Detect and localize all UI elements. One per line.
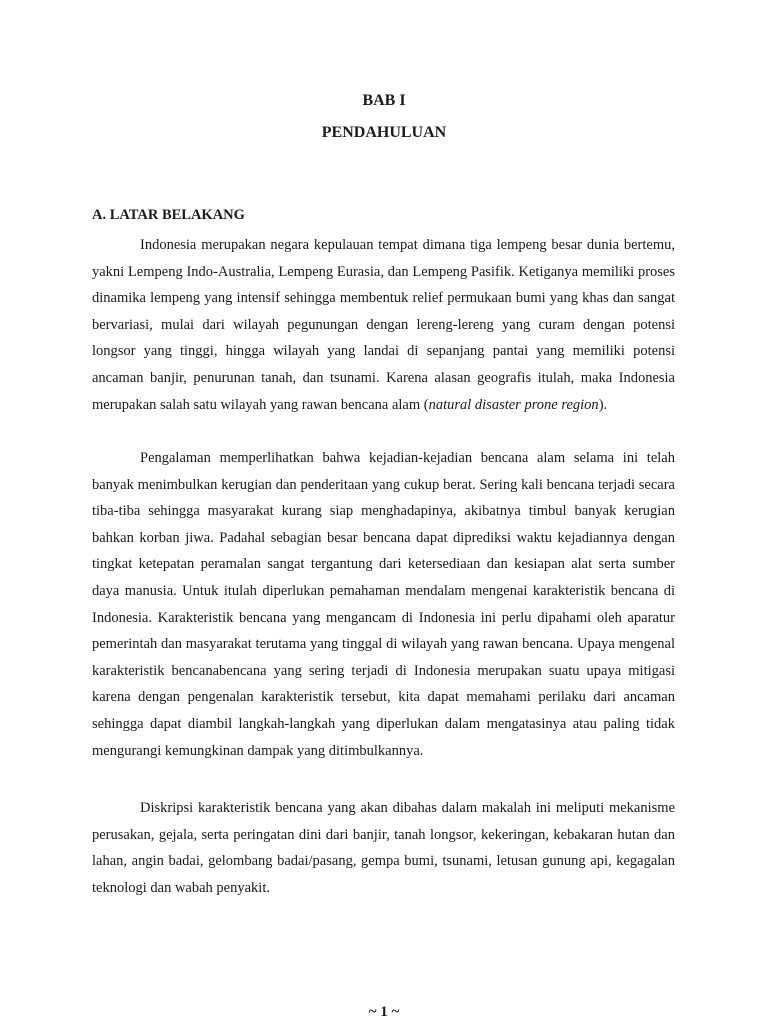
chapter-title: PENDAHULUAN xyxy=(321,124,447,141)
chapter-number: BAB I xyxy=(362,92,406,109)
paragraph-3: Diskripsi karakteristik bencana yang akan dibahas dalam makalah ini meliputi mekanisme perusakan, gejala, serta peringatan dini dari banjir, tanah longsor, kekeringan, kebakaran hutan dan lahan, angin badai, gelombang badai/pasang, gempa bumi, tsunami, letusan gunung api, kegagalan teknologi dan wabah penyakit. xyxy=(92,800,675,896)
paragraph-2: Pengalaman memperlihatkan bahwa kejadian-kejadian bencana alam selama ini telah banyak menimbulkan kerugian dan penderitaan yang cukup berat. Sering kali bencana terjadi secara tiba-tiba sehingga masyarakat kurang siap menghadapinya, akibatnya timbul banyak kerugian bahkan korban jiwa. Padahal sebagian besar bencana dapat diprediksi waktu kejadiannya dengan tingkat ketepatan peramalan sangat tergantung dari ketersediaan dan kesiapan alat serta sumber daya manusia. Untuk itulah diperlukan pemahaman mendalam mengenai karakteristik bencana di Indonesia. Karakteristik bencana yang mengancam di Indonesia ini perlu dipahami oleh aparatur pemerintah dan masyarakat terutama yang tinggal di wilayah yang rawan bencana. Upaya mengenal karakteristik bencanabencana yang sering terjadi di Indonesia merupakan suatu upaya mitigasi karena dengan pengenalan karakteristik tersebut, kita dapat memahami perilaku dari ancaman sehingga dapat diambil langkah-langkah yang diperlukan dalam mengatasinya atau paling tidak mengurangi kemungkinan dampak yang ditimbulkannya. xyxy=(92,450,675,759)
paragraph-1-text: Indonesia merupakan negara kepulauan tempat dimana tiga lempeng besar dunia bertemu, yakni Lempeng Indo-Australia, Lempeng Eurasia, dan Lempeng Pasifik. Ketiganya memiliki proses dinamika lempeng yang intensif sehingga membentuk relief permukaan bumi yang khas dan sangat bervariasi, mulai dari wilayah pegunungan dengan lereng-lereng yang curam dengan potensi longsor yang tinggi, hingga wilayah yang landai di sepanjang pantai yang memiliki potensi ancaman banjir, penurunan tanah, dan tsunami. Karena alasan geografis itulah, maka Indonesia merupakan salah satu wilayah yang rawan bencana alam ( xyxy=(92,237,675,413)
page-number: ~ 1 ~ xyxy=(368,1004,400,1020)
paragraph-1-end: ). xyxy=(598,396,608,413)
paragraph-1-italic-term: natural disaster prone region xyxy=(428,396,599,413)
paragraph-1 xyxy=(92,232,675,418)
section-heading: A. LATAR BELAKANG xyxy=(92,207,245,223)
